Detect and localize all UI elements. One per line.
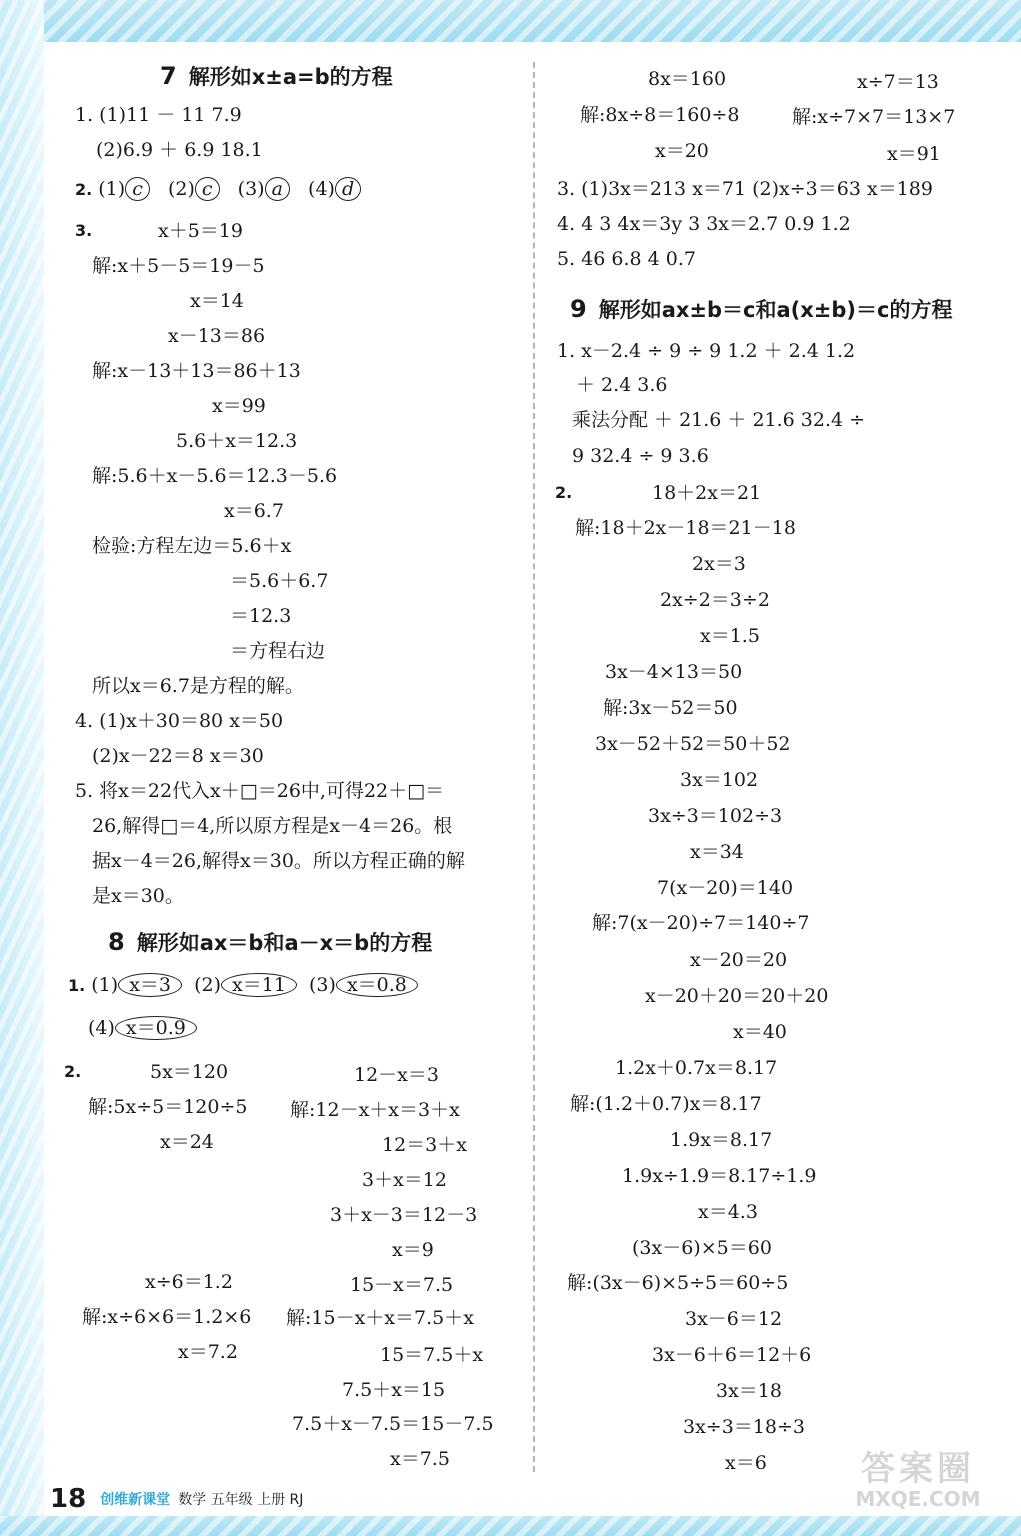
equation-line: 解:(1.2＋0.7)x＝8.17 [570, 1093, 762, 1115]
sub-label: (4) [308, 178, 335, 200]
question-number: 3. [75, 221, 93, 240]
circled-answer: d [335, 177, 361, 201]
equation-line: 所以x＝6.7是方程的解。 [92, 675, 304, 697]
equation-line: 解:18＋2x－18＝21－18 [575, 517, 796, 539]
answer-line-circled [68, 972, 418, 999]
answer-line: 26,解得□＝4,所以原方程是x－4＝26。根 [92, 815, 453, 837]
equation-line: 解:12－x＋x＝3＋x [290, 1099, 460, 1121]
section-number: 7 [160, 62, 177, 90]
equation-line: x＝24 [160, 1131, 214, 1153]
circled-answer: x＝0.9 [115, 1016, 197, 1040]
equation-line: x＝34 [690, 841, 744, 863]
equation-line: 解:x＋5－5＝19－5 [92, 255, 265, 277]
equation-line: 5.6＋x＝12.3 [176, 430, 298, 452]
section-title: 解形如x±a=b的方程 [188, 65, 393, 89]
equation-line: 3x÷3＝18÷3 [683, 1416, 805, 1438]
answer-line: 据x－4＝26,解得x＝30。所以方程正确的解 [92, 850, 465, 872]
equation-line: x＋5＝19 [158, 220, 243, 242]
answer-line: ＋ 2.4 3.6 [576, 374, 668, 396]
equation-line: ＝方程右边 [230, 640, 326, 662]
equation-line: 7(x－20)＝140 [657, 877, 794, 899]
answer-line-circled [88, 1015, 197, 1041]
question-number: 2. [64, 1062, 82, 1081]
circled-answer: x＝0.8 [336, 973, 418, 997]
watermark-url: MXQE.COM [855, 1487, 981, 1511]
answer-line: 4. 4 3 4x＝3y 3 3x＝2.7 0.9 1.2 [557, 213, 851, 235]
equation-line: 3＋x＝12 [362, 1169, 447, 1191]
equation-line: x÷6＝1.2 [145, 1271, 233, 1293]
equation-line: 1.2x＋0.7x＝8.17 [615, 1057, 778, 1079]
bottom-wave-border [0, 1516, 1021, 1536]
circled-answer: x＝11 [221, 973, 297, 997]
left-wave-border [0, 0, 44, 1536]
equation-line: 3x＝102 [680, 769, 759, 791]
brand-name: 创维新课堂 [100, 1492, 171, 1508]
section-title: 解形如ax±b＝c和a(x±b)＝c的方程 [598, 298, 953, 322]
equation-line: 解:x÷7×7＝13×7 [792, 106, 956, 128]
circled-answer: c [125, 177, 150, 201]
equation-line: x＝14 [190, 290, 244, 312]
answer-line: 乘法分配 ＋ 21.6 ＋ 21.6 32.4 ÷ [572, 409, 866, 431]
equation-line: 解:3x－52＝50 [603, 697, 738, 719]
question-number: 2. [75, 180, 93, 199]
sub-label: (2) [194, 974, 222, 996]
page-footer [50, 1484, 303, 1514]
equation-line: 8x＝160 [648, 68, 727, 90]
equation-line: x＝40 [733, 1021, 787, 1043]
equation-line: 3x－52＋52＝50＋52 [595, 733, 791, 755]
answer-line: 是x＝30。 [92, 885, 184, 907]
answer-line: 9 32.4 ÷ 9 3.6 [572, 445, 709, 467]
equation-line: x－20＋20＝20＋20 [645, 985, 829, 1007]
equation-line: x＝20 [655, 140, 709, 162]
answer-line: 4. (1)x＋30＝80 x＝50 [75, 710, 284, 732]
circled-answer: a [265, 177, 290, 201]
equation-line: x＝91 [887, 143, 941, 165]
equation-line: 18＋2x＝21 [652, 482, 762, 504]
equation-line: 1.9x÷1.9＝8.17÷1.9 [622, 1165, 817, 1187]
equation-line: x－13＝86 [168, 325, 266, 347]
section-title: 解形如ax＝b和a－x＝b的方程 [136, 931, 433, 955]
answer-line: 1. x－2.4 ÷ 9 ÷ 9 1.2 ＋ 2.4 1.2 [557, 340, 856, 362]
answer-line: 3. (1)3x＝213 x＝71 (2)x÷3＝63 x＝189 [557, 178, 933, 200]
answer-line: (2)x－22＝8 x＝30 [92, 745, 264, 767]
equation-line: x＝7.2 [178, 1341, 238, 1363]
sub-label: (1) [98, 178, 126, 200]
answer-line-circled [75, 176, 361, 203]
section-number: 9 [570, 295, 587, 323]
page-number: 18 [50, 1484, 87, 1514]
equation-line: 1.9x＝8.17 [670, 1129, 773, 1151]
circled-answer: x＝3 [118, 973, 182, 997]
answer-line: (2)6.9 ＋ 6.9 18.1 [96, 139, 263, 161]
equation-line: 3x－6＝12 [685, 1308, 783, 1330]
equation-line: x＝7.5 [390, 1448, 450, 1470]
equation-line: 12＝3＋x [382, 1134, 467, 1156]
equation-line: 2x÷2＝3÷2 [660, 589, 770, 611]
equation-line: 5x＝120 [150, 1061, 229, 1083]
equation-line: 解:15－x＋x＝7.5＋x [286, 1307, 474, 1329]
equation-line: 解:x÷6×6＝1.2×6 [82, 1306, 252, 1328]
equation-line: (3x－6)×5＝60 [632, 1237, 772, 1259]
sub-label: (1) [91, 974, 119, 996]
equation-line: 解:8x÷8＝160÷8 [580, 104, 740, 126]
question-number: 1. [68, 976, 86, 995]
watermark-logo [843, 1450, 993, 1514]
equation-line: 3x＝18 [716, 1380, 782, 1402]
equation-line: ＝5.6＋6.7 [230, 570, 329, 592]
answer-line: 1. (1)11 － 11 7.9 [75, 104, 242, 126]
equation-line: 12－x＝3 [354, 1064, 439, 1086]
answer-line: 5. 将x＝22代入x＋□＝26中,可得22＋□＝ [75, 780, 445, 802]
equation-line: 15＝7.5＋x [380, 1344, 484, 1366]
equation-line: 15－x＝7.5 [350, 1274, 454, 1296]
equation-line: x＝6.7 [224, 500, 284, 522]
equation-line: 解:5x÷5＝120÷5 [88, 1096, 248, 1118]
equation-line: x＝9 [392, 1239, 434, 1261]
equation-line: x＝6 [725, 1452, 767, 1474]
equation-line: 7.5＋x－7.5＝15－7.5 [292, 1413, 494, 1435]
sub-label: (2) [167, 178, 195, 200]
equation-line: 解:7(x－20)÷7＝140÷7 [592, 912, 810, 934]
circled-answer: c [195, 177, 220, 201]
equation-line: x＝1.5 [700, 625, 760, 647]
equation-line: 2x＝3 [692, 553, 746, 575]
section-7-heading [160, 62, 393, 91]
section-number: 8 [108, 928, 125, 956]
top-wave-border [0, 0, 1021, 42]
equation-line: 3x－4×13＝50 [605, 661, 743, 683]
equation-line: 检验:方程左边＝5.6＋x [92, 535, 292, 557]
sub-label: (4) [88, 1017, 115, 1039]
column-divider [533, 62, 535, 1472]
answer-line: 5. 46 6.8 4 0.7 [557, 248, 696, 270]
equation-line: 3＋x－3＝12－3 [330, 1204, 478, 1226]
equation-line: 7.5＋x＝15 [342, 1379, 446, 1401]
equation-line: 解:5.6＋x－5.6＝12.3－5.6 [92, 465, 338, 487]
equation-line: ＝12.3 [230, 605, 292, 627]
equation-line: 解:(3x－6)×5÷5＝60÷5 [567, 1272, 789, 1294]
watermark-text: 答案圈 [861, 1449, 975, 1489]
equation-line: 3x－6＋6＝12＋6 [652, 1344, 812, 1366]
equation-line: 解:x－13＋13＝86＋13 [92, 360, 301, 382]
question-number: 2. [555, 483, 573, 502]
equation-line: x÷7＝13 [857, 71, 939, 93]
equation-line: x－20＝20 [690, 949, 788, 971]
sub-label: (3) [309, 974, 336, 996]
book-info: 数学 五年级 上册 RJ [178, 1492, 304, 1508]
equation-line: 3x÷3＝102÷3 [648, 805, 783, 827]
equation-line: x＝4.3 [698, 1201, 758, 1223]
sub-label: (3) [237, 178, 265, 200]
section-9-heading [570, 295, 952, 324]
section-8-heading [108, 928, 432, 957]
equation-line: x＝99 [212, 395, 266, 417]
